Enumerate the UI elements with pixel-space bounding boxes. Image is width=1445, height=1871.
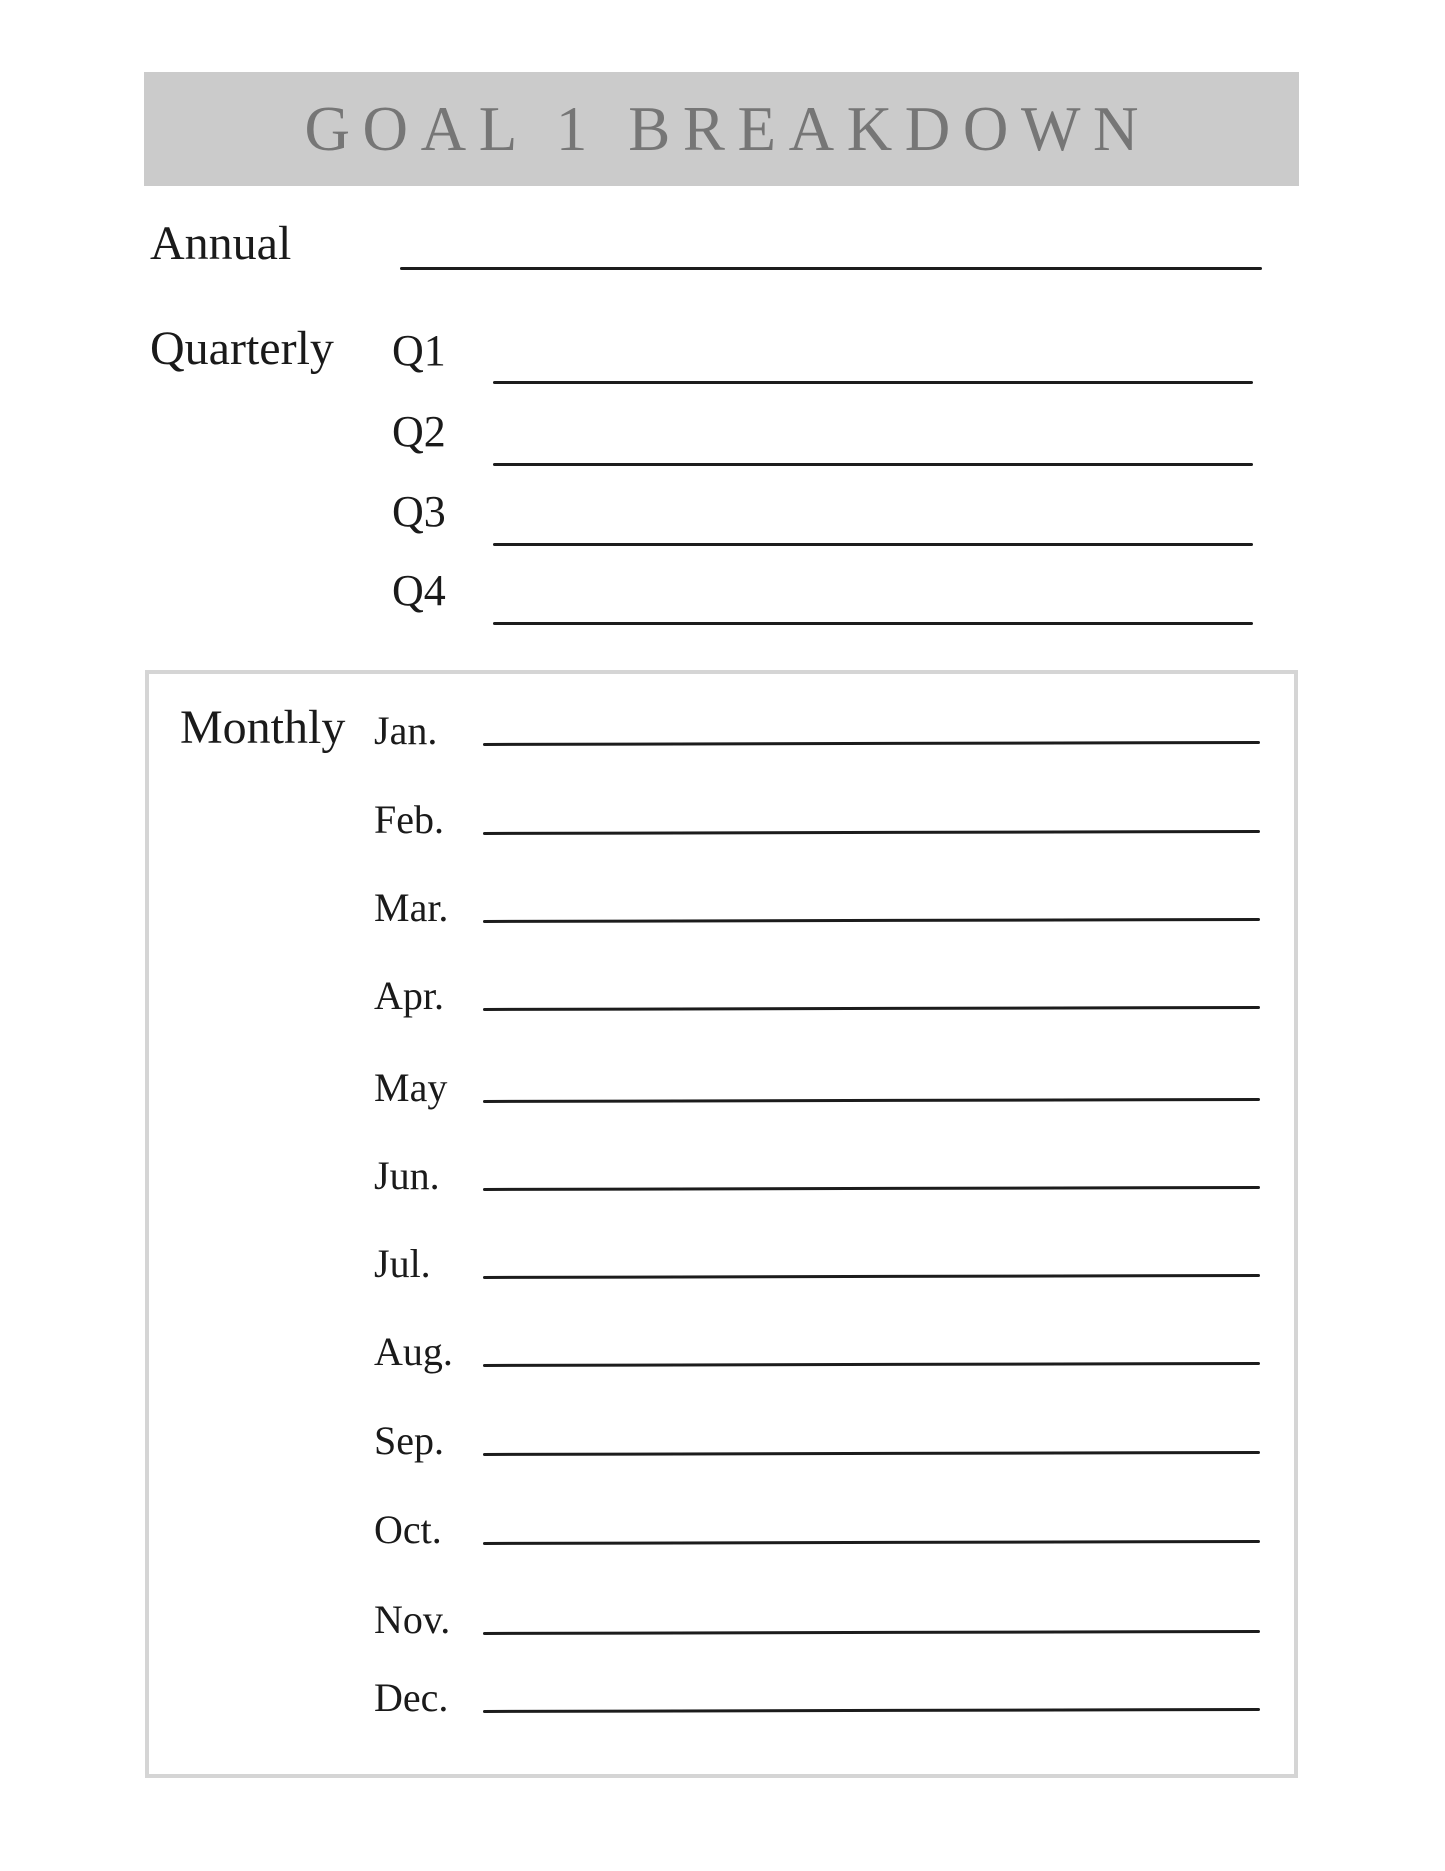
- month-label-jun: Jun.: [374, 1153, 440, 1198]
- quarter-line-q4[interactable]: [493, 622, 1253, 625]
- annual-goal-line[interactable]: [400, 267, 1262, 270]
- quarter-line-q1[interactable]: [493, 381, 1253, 384]
- month-label-may: May: [374, 1065, 448, 1110]
- quarter-label-q4: Q4: [392, 566, 446, 615]
- quarter-line-q3[interactable]: [493, 543, 1253, 546]
- month-label-jul: Jul.: [374, 1241, 431, 1286]
- month-label-apr: Apr.: [374, 973, 444, 1018]
- quarter-label-q3: Q3: [392, 487, 446, 536]
- monthly-box: [145, 670, 1298, 1778]
- quarter-line-q2[interactable]: [493, 463, 1253, 466]
- monthly-label: Monthly: [180, 701, 346, 754]
- month-label-sep: Sep.: [374, 1418, 444, 1463]
- month-label-dec: Dec.: [374, 1675, 449, 1720]
- month-label-nov: Nov.: [374, 1597, 451, 1642]
- quarter-label-q1: Q1: [392, 326, 446, 375]
- month-label-mar: Mar.: [374, 885, 449, 930]
- quarter-label-q2: Q2: [392, 407, 446, 456]
- annual-label: Annual: [150, 217, 292, 270]
- month-label-feb: Feb.: [374, 797, 444, 842]
- month-label-aug: Aug.: [374, 1329, 453, 1374]
- quarterly-label: Quarterly: [150, 322, 334, 375]
- month-label-oct: Oct.: [374, 1507, 442, 1552]
- page-title: GOAL 1 BREAKDOWN: [304, 93, 1152, 164]
- header-banner: [144, 72, 1299, 186]
- month-label-jan: Jan.: [374, 708, 438, 753]
